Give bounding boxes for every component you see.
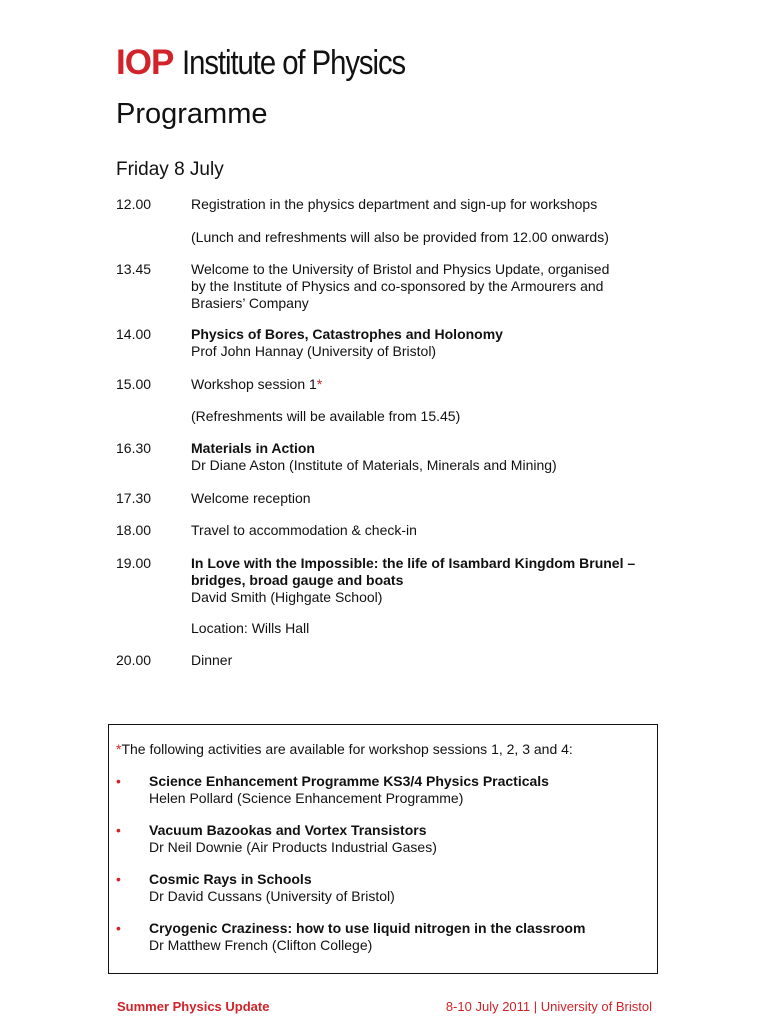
bullet-icon: •	[116, 773, 121, 789]
talk-speaker: Prof John Hannay (University of Bristol)	[191, 343, 437, 359]
footnote-marker: *	[116, 741, 122, 757]
bullet-icon: •	[116, 920, 121, 936]
talk-speaker: David Smith (Highgate School)	[191, 589, 383, 605]
bullet-icon: •	[116, 822, 121, 838]
schedule-time: 17.30	[116, 490, 152, 506]
footer-date-location: 8-10 July 2011 | University of Bristol	[445, 999, 652, 1014]
schedule-time: 14.00	[116, 326, 152, 342]
schedule-time: 19.00	[116, 555, 152, 571]
workshop-title: Vacuum Bazookas and Vortex Transistors	[149, 822, 427, 838]
talk-title: Materials in Action	[191, 440, 315, 456]
schedule-text: (Refreshments will be available from 15.45)	[191, 408, 461, 424]
day-heading: Friday 8 July	[116, 159, 224, 180]
talk-title: bridges, broad gauge and boats	[191, 572, 404, 588]
schedule-time: 18.00	[116, 522, 152, 538]
workshop-speaker: Dr Neil Downie (Air Products Industrial Gases)	[149, 839, 437, 855]
schedule-text: (Lunch and refreshments will also be provided from 12.00 onwards)	[191, 229, 609, 245]
schedule-time: 13.45	[116, 261, 152, 277]
schedule-line: Welcome to the University of Bristol and Physics Update, organised	[191, 261, 610, 277]
logo-abbr: IOP	[116, 43, 174, 82]
schedule-text: Location: Wills Hall	[191, 620, 310, 636]
schedule-time: 12.00	[116, 196, 152, 212]
workshop-speaker: Dr David Cussans (University of Bristol)	[149, 888, 395, 904]
logo-name: Institute of Physics	[182, 43, 406, 82]
schedule-text: Travel to accommodation & check-in	[191, 522, 417, 538]
footnote-marker: *	[316, 376, 323, 392]
schedule-text: Welcome reception	[191, 490, 311, 506]
schedule-text: Dinner	[191, 652, 233, 668]
footer-event-name: Summer Physics Update	[117, 999, 270, 1014]
workshop-title: Cryogenic Craziness: how to use liquid nitrogen in the classroom	[149, 920, 586, 936]
talk-title: In Love with the Impossible: the life of Isambard Kingdom Brunel –	[191, 555, 636, 571]
schedule-time: 16.30	[116, 440, 152, 456]
workshop-title: Cosmic Rays in Schools	[149, 871, 312, 887]
iop-logo	[116, 40, 442, 86]
workshop-speaker: Dr Matthew French (Clifton College)	[149, 937, 373, 953]
schedule-text: Workshop session 1	[191, 376, 317, 392]
schedule-text: Registration in the physics department and sign-up for workshops	[191, 196, 598, 212]
schedule-time: 15.00	[116, 376, 152, 392]
workshop-title: Science Enhancement Programme KS3/4 Physics Practicals	[149, 773, 549, 789]
workshops-intro	[116, 741, 573, 758]
schedule-time: 20.00	[116, 652, 152, 668]
bullet-icon: •	[116, 871, 121, 887]
schedule-line: Brasiers’ Company	[191, 295, 309, 311]
schedule-line: by the Institute of Physics and co-sponsored by the Armourers and	[191, 278, 604, 294]
schedule-text	[191, 261, 661, 312]
workshop-speaker: Helen Pollard (Science Enhancement Programme)	[149, 790, 464, 806]
page-title: Programme	[116, 98, 268, 130]
talk-title: Physics of Bores, Catastrophes and Holonomy	[191, 326, 503, 342]
workshops-intro-text: The following activities are available for workshop sessions 1, 2, 3 and 4:	[121, 741, 573, 757]
talk-speaker: Dr Diane Aston (Institute of Materials, Minerals and Mining)	[191, 457, 557, 473]
